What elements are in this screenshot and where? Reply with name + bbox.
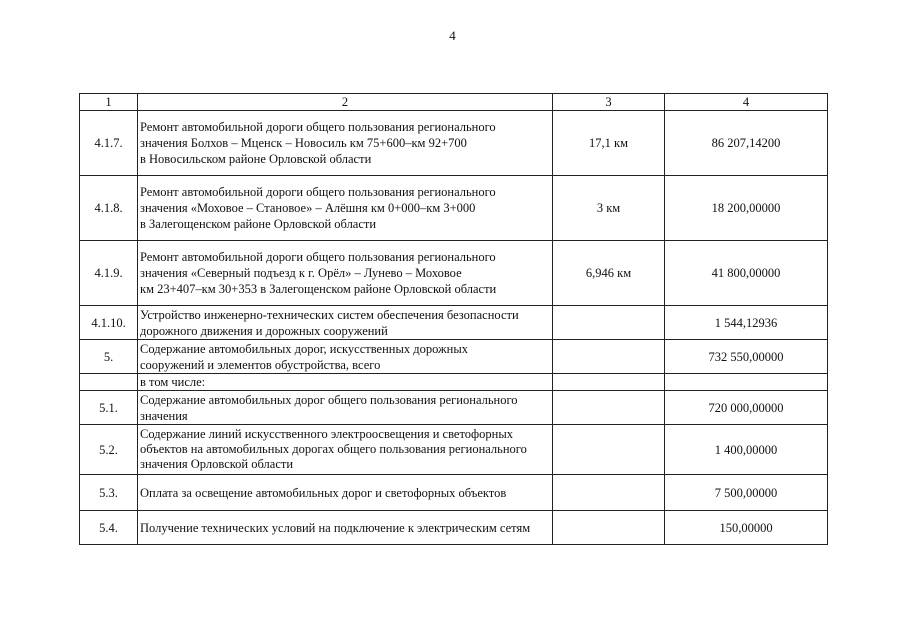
description-line: дорожного движения и дорожных сооружений	[140, 323, 388, 338]
row-amount: 1 400,00000	[665, 425, 828, 475]
row-description	[138, 391, 553, 425]
row-number: 5.	[80, 340, 138, 374]
row-quantity	[553, 475, 665, 511]
row-description	[138, 425, 553, 475]
row-amount: 732 550,00000	[665, 340, 828, 374]
description-line: км 23+407–км 30+353 в Залегощенском районе Орловской области	[140, 282, 497, 296]
description-line: значения «Моховое – Становое» – Алёшня км 0+000–км 3+000	[140, 201, 476, 215]
description-line: Ремонт автомобильной дороги общего пользования регионального	[140, 120, 496, 134]
row-quantity: 3 км	[553, 176, 665, 241]
row-amount: 86 207,14200	[665, 111, 828, 176]
description-line: Ремонт автомобильной дороги общего пользования регионального	[140, 185, 496, 199]
row-quantity	[553, 374, 665, 391]
description-line: Ремонт автомобильной дороги общего пользования регионального	[140, 250, 496, 264]
description-line: Оплата за освещение автомобильных дорог и светофорных объектов	[140, 485, 507, 500]
description-line: Содержание линий искусственного электроосвещения и светофорных	[140, 427, 513, 441]
description-line: в Залегощенском районе Орловской области	[140, 217, 377, 231]
row-number: 4.1.7.	[80, 111, 138, 176]
description-line: Содержание автомобильных дорог, искусственных дорожных	[140, 341, 469, 356]
row-description	[138, 241, 553, 306]
row-description	[138, 475, 553, 511]
row-amount: 7 500,00000	[665, 475, 828, 511]
row-number: 5.2.	[80, 425, 138, 475]
row-amount: 1 544,12936	[665, 306, 828, 340]
row-description	[138, 511, 553, 545]
row-number: 4.1.9.	[80, 241, 138, 306]
table-row	[80, 340, 828, 374]
row-quantity: 17,1 км	[553, 111, 665, 176]
table-row	[80, 391, 828, 425]
row-number	[80, 374, 138, 391]
table-row	[80, 111, 828, 176]
row-amount: 150,00000	[665, 511, 828, 545]
row-number: 5.1.	[80, 391, 138, 425]
row-amount	[665, 374, 828, 391]
header-col-4: 4	[665, 94, 828, 111]
table-row	[80, 511, 828, 545]
header-col-2: 2	[138, 94, 553, 111]
row-number: 4.1.10.	[80, 306, 138, 340]
description-line: значения Орловской области	[140, 457, 294, 471]
description-line: в том числе:	[140, 375, 206, 389]
row-number: 5.4.	[80, 511, 138, 545]
row-quantity	[553, 391, 665, 425]
description-line: Устройство инженерно-технических систем обеспечения безопасности	[140, 307, 519, 322]
row-quantity	[553, 425, 665, 475]
row-number: 5.3.	[80, 475, 138, 511]
page-number: 4	[449, 28, 456, 43]
description-line: значения Болхов – Мценск – Новосиль км 75+600–км 92+700	[140, 136, 467, 150]
row-description	[138, 111, 553, 176]
row-quantity	[553, 511, 665, 545]
row-amount: 41 800,00000	[665, 241, 828, 306]
table-row	[80, 475, 828, 511]
row-quantity	[553, 306, 665, 340]
table-row	[80, 306, 828, 340]
row-amount: 18 200,00000	[665, 176, 828, 241]
description-line: Содержание автомобильных дорог общего пользования регионального	[140, 392, 518, 407]
description-line: значения «Северный подъезд к г. Орёл» – Лунево – Моховое	[140, 266, 462, 280]
row-number: 4.1.8.	[80, 176, 138, 241]
description-line: в Новосильском районе Орловской области	[140, 152, 372, 166]
row-description	[138, 176, 553, 241]
table-row	[80, 425, 828, 475]
row-quantity	[553, 340, 665, 374]
table-row	[80, 374, 828, 391]
row-quantity: 6,946 км	[553, 241, 665, 306]
header-col-3: 3	[553, 94, 665, 111]
description-line: сооружений и элементов обустройства, всего	[140, 357, 381, 372]
table-row	[80, 241, 828, 306]
header-col-1: 1	[80, 94, 138, 111]
description-line: значения	[140, 408, 188, 423]
description-line: объектов на автомобильных дорогах общего пользования регионального	[140, 442, 527, 456]
row-description	[138, 306, 553, 340]
budget-table	[79, 93, 828, 545]
row-amount: 720 000,00000	[665, 391, 828, 425]
row-description	[138, 340, 553, 374]
header-row	[80, 94, 828, 111]
row-description	[138, 374, 553, 391]
description-line: Получение технических условий на подключение к электрическим сетям	[140, 520, 531, 535]
table-row	[80, 176, 828, 241]
